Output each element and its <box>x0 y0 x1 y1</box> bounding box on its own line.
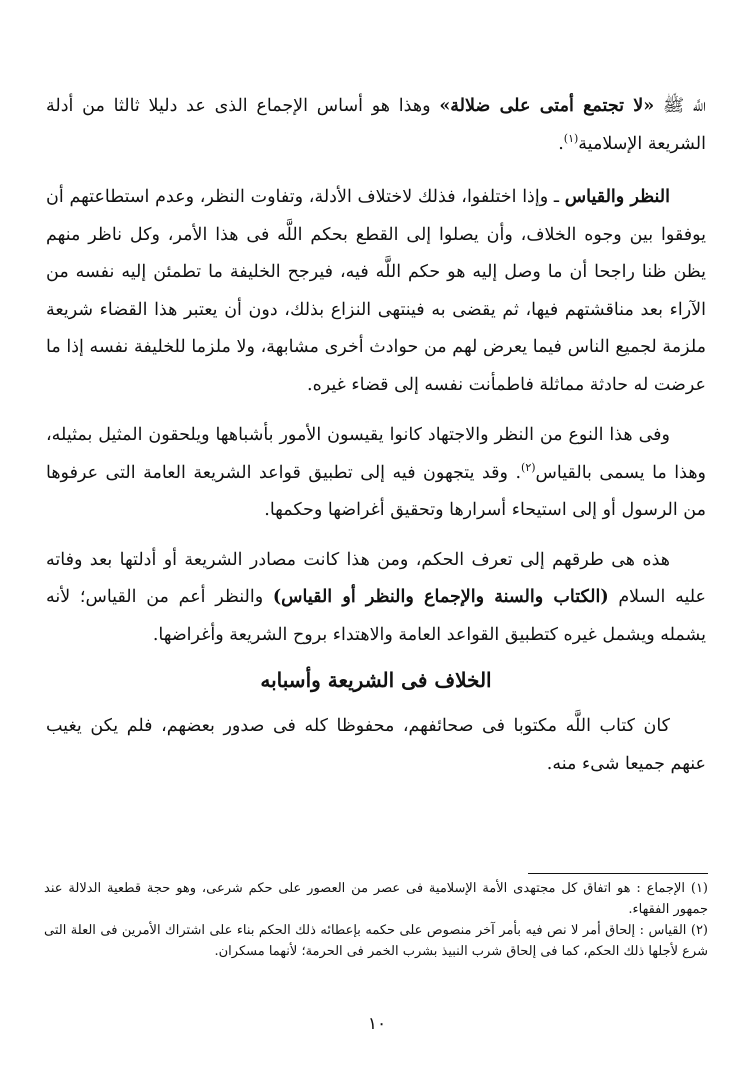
inline-heading: النظر والقياس <box>564 187 670 207</box>
footnote-text: الإجماع : هو اتفاق كل مجتهدى الأمة الإسلامية فى عصر من العصور على حكم شرعى، وهو حجة قطعية الدلالة عند جمهور الفقهاء. <box>44 881 708 917</box>
footnote-reference-1[interactable]: (١) <box>563 131 579 145</box>
paragraph-text: كان كتاب اللَّه مكتوبا فى صحائفهم، محفوظا كله فى صدور بعضهم، فلم يكن يغيب عنهم جميعا شىء منه. <box>46 716 706 774</box>
footnote-2 <box>44 920 708 962</box>
paragraph-nazar-qiyas <box>46 179 706 404</box>
paragraph-text: هذه هى طرقهم إلى تعرف الحكم، ومن هذا كانت مصادر الشريعة أو أدلتها بعد وفاته عليه السلام <box>46 549 706 607</box>
prophet-invocation: اللَّه ﷺ <box>654 96 706 116</box>
footnote-mark: (١) <box>690 881 708 896</box>
footnote-separator <box>528 873 708 874</box>
sources-list: (الكتاب والسنة والإجماع والنظر أو القياس) <box>272 587 609 607</box>
paragraph-text-continued: والنظر أعم من القياس؛ لأنه يشمله ويشمل غيره كتطبيق القواعد العامة والاهتداء بروح الشريعة وأغراضها. <box>46 587 706 645</box>
page-number: ١٠ <box>367 1014 387 1034</box>
paragraph-ijma-basis <box>46 88 706 163</box>
footnote-1 <box>44 878 708 920</box>
section-heading: الخلاف فى الشريعة وأسبابه <box>260 668 492 692</box>
footnote-text: القياس : إلحاق أمر لا نص فيه بأمر آخر منصوص على حكمه بإعطائه ذلك الحكم بناء على اشتراك الأمرين فى العلة التى شرع لأجلها ذلك الحكم، كما فى إلحاق شرب النبيذ بشرب الخمر فى الحرمة؛ لأنهما مسكران. <box>44 923 708 959</box>
paragraph-end: . <box>558 133 564 154</box>
hadith-quote: «لا تجتمع أمتى على ضلالة» <box>439 96 655 116</box>
paragraph-qiyas-method <box>46 417 706 530</box>
footnote-reference-2[interactable]: (٢) <box>521 460 536 474</box>
paragraph-sources <box>46 542 706 655</box>
paragraph-text: وفى هذا النوع من النظر والاجتهاد كانوا يقيسون الأمور بأشباهها ويلحقون المثيل بمثيله، وهذا ما يسمى بالقياس <box>46 425 706 483</box>
paragraph-text: ـ وإذا اختلفوا، فذلك لاختلاف الأدلة، وتفاوت النظر، وعدم استطاعتهم أن يوفقوا بين وجوه الخلاف، وأن يصلوا إلى القطع بحكم اللَّه فى هذا الأمر، وكل ناظر منهم يظن ظنا راجحا أن ما وصل إليه هو حكم اللَّه فيه، فيرجح الخليفة ما تطمئن إليه نفسه من الآراء بعد مناقشتهم فيها، ثم يقضى به فينتهى النزاع بذلك، دون أن يعتبر هذا القضاء شريعة ملزمة لجميع الناس فيما يعرض لهم من حوادث أخرى مشابهة، ولا ملزما للخليفة نفسه إذا ما عرضت له حادثة مماثلة فاطمأنت نفسه إلى قضاء غيره. <box>46 187 706 395</box>
paragraph-text: وهذا هو أساس الإجماع الذى عد دليلا ثالثا من أدلة الشريعة الإسلامية <box>46 96 706 154</box>
paragraph-quran-preserved <box>46 708 706 783</box>
paragraph-text-continued: . وقد يتجهون فيه إلى تطبيق قواعد الشريعة العامة التى عرفوها من الرسول أو إلى استيحاء أسرارها وتحقيق أغراضها وحكمها. <box>46 462 706 520</box>
footnotes <box>44 878 708 962</box>
footnote-mark: (٢) <box>690 923 708 938</box>
